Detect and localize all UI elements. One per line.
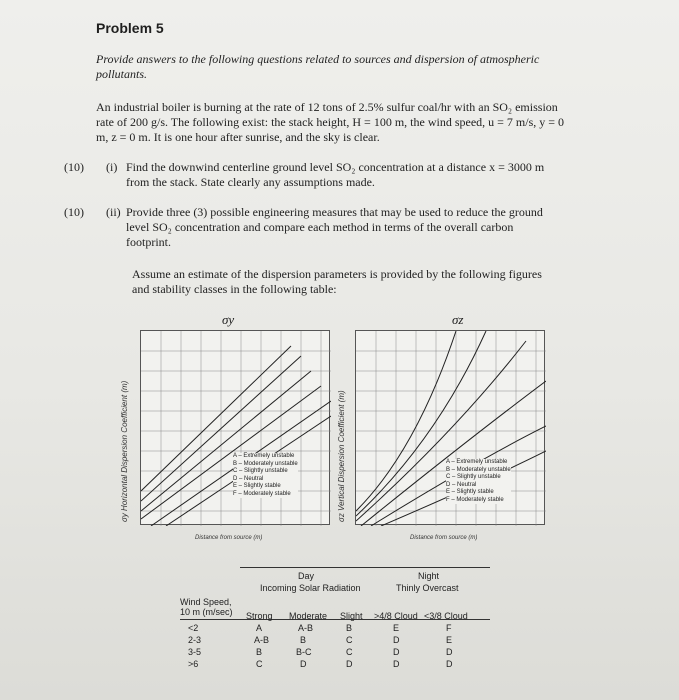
table-wind-header-2: 10 m (m/sec) <box>180 607 233 617</box>
table-night-header: Night <box>418 571 440 581</box>
sigma-z-title: σz <box>452 312 464 327</box>
sigma-y-legend-a: A – Extremely unstable <box>233 453 295 459</box>
sigma-z-xlabel: Distance from source (m) <box>410 535 478 541</box>
table-day-header: Day <box>298 571 315 581</box>
sigma-y-legend-b: B – Moderately unstable <box>233 460 298 467</box>
table-col-over-cloud: >4/8 Cloud <box>374 611 418 621</box>
table-col-slight: Slight <box>340 611 363 621</box>
table-night-sub: Thinly Overcast <box>396 583 459 593</box>
question-1-number: (i) <box>106 160 118 174</box>
sigma-z-legend-d: D – Neutral <box>446 481 477 488</box>
sigma-z-legend-c: C – Slightly unstable <box>446 474 501 480</box>
document-page: Problem 5 Provide answers to the following questions related to sources and dispersion of atmospheric pollutants. An industrial boiler is burning at the rate of 12 tons of 2.5% sulfur coal/hr with an SO₂ emission rate of 200 g/s. The following exist: the stack height, H = 100 m, the wind speed, u = 7 m/s, y = 0 m, z = 0 m. It is one hour after sunrise, and the sky is clear. (10) (i) Find the downwind centerline ground level SO₂ concentration at a distance x = 3000 m from the stack. State clearly any assumptions made. (10) (ii) Provide three (3) possible engineering measures that may be used to reduce the ground level SO₂ concentration and compare each method in terms of the overall carbon footprint. Assume an estimate of the dispersion parameters is provided by the following figures and stability classes in the following table: σy A – Extremely unstable B – Moderately unstable C – Slightly unstable D – Neutral E – Slightly stable F – Moderately stable σy Horizontal Dispersion Coefficient (m) Distance from source (m) σz A – Extremely unstable B – Moderately unstable C – Slightly unstable D – Neutral E – Slightly stable F – Moderately stable σz Vertical Dispersion Coefficient (m) Distance from source (m) Day Incoming Solar Radiation Night Thinly Overcast Wind Speed, 10 m (m/sec) Strong Moderate Slight >4/8 Cloud <3/8 Cloud <2 A A-B B E F 2-3 A-B B C D E 3-5 B B-C C D D >6 C D D D D <box>0 0 679 700</box>
sigma-z-legend-f: F – Moderately stable <box>446 496 504 503</box>
table-col-moderate: Moderate <box>289 611 328 621</box>
question-2-text: Provide three (3) possible engineering measures that may be used to reduce the ground level SO₂ concentration and compare each method in terms of the overall carbon footprint. <box>126 205 543 249</box>
sigma-y-chart <box>140 330 330 525</box>
sigma-y-ylabel: σy Horizontal Dispersion Coefficient (m) <box>120 380 129 522</box>
sigma-y-legend-d: D – Neutral <box>233 475 264 482</box>
question-2-marks: (10) <box>64 205 84 219</box>
sigma-y-curves <box>141 346 331 526</box>
sigma-y-legend <box>233 453 298 498</box>
question-1-marks: (10) <box>64 160 84 174</box>
question-1 <box>64 160 624 192</box>
question-2-number: (ii) <box>106 205 121 219</box>
question-1-text: Find the downwind centerline ground level SO₂ concentration at a distance x = 3000 m from the stack. State clearly any assumptions made. <box>126 160 545 189</box>
problem-title: Problem 5 <box>96 20 164 36</box>
question-2 <box>64 205 624 253</box>
table-day-sub: Incoming Solar Radiation <box>260 583 361 593</box>
sigma-y-xlabel: Distance from source (m) <box>195 535 263 541</box>
table-col-strong: Strong <box>246 611 273 621</box>
sigma-z-legend-a: A – Extremely unstable <box>446 459 508 465</box>
table-col-under-cloud: <3/8 Cloud <box>424 611 468 621</box>
sigma-y-legend-c: C – Slightly unstable <box>233 468 288 474</box>
problem-statement: An industrial boiler is burning at the rate of 12 tons of 2.5% sulfur coal/hr with an SO₂ emission rate of 200 g/s. The following exist: the stack height, H = 100 m, the wind speed, u = 7 m/s, y = 0 m, z = 0 m. It is one hour after sunrise, and the sky is clear. <box>96 100 565 144</box>
sigma-z-chart <box>355 330 545 525</box>
sigma-z-legend <box>446 459 511 504</box>
sigma-y-title: σy <box>222 312 235 327</box>
sigma-z-legend-b: B – Moderately unstable <box>446 466 511 473</box>
problem-intro: Provide answers to the following questions related to sources and dispersion of atmospheric pollutants. <box>96 52 540 81</box>
table-wind-header-1: Wind Speed, <box>180 597 232 607</box>
sigma-y-legend-f: F – Moderately stable <box>233 490 291 497</box>
sigma-z-ylabel: σz Vertical Dispersion Coefficient (m) <box>337 390 346 522</box>
sigma-y-legend-e: E – Slightly stable <box>233 483 281 489</box>
sigma-z-legend-e: E – Slightly stable <box>446 489 494 495</box>
assumption-text: Assume an estimate of the dispersion parameters is provided by the following figures and stability classes in the following table: <box>132 267 542 296</box>
